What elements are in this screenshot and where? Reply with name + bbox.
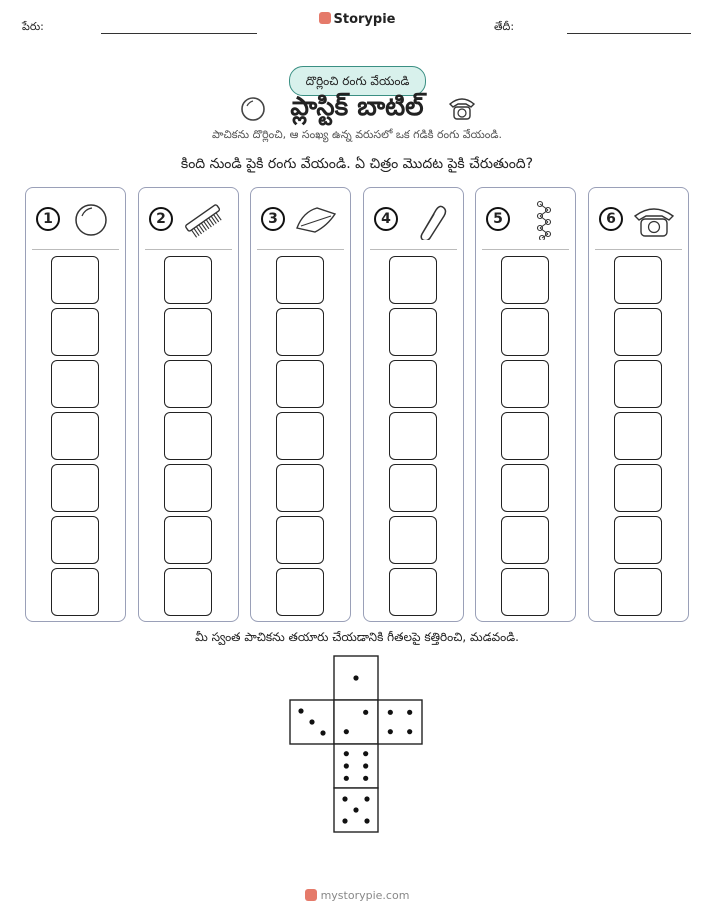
color-box[interactable] — [164, 308, 212, 356]
dice-pip — [363, 751, 368, 756]
activity-badge: దొర్లించి రంగు వేయండి — [289, 66, 426, 96]
color-box[interactable] — [51, 256, 99, 304]
dice-face-4 — [378, 700, 422, 744]
dice-pip — [342, 818, 347, 823]
color-box[interactable] — [389, 464, 437, 512]
color-box[interactable] — [389, 568, 437, 616]
dice-pip — [363, 776, 368, 781]
column-separator — [32, 249, 119, 250]
color-box[interactable] — [389, 412, 437, 460]
color-box[interactable] — [389, 256, 437, 304]
color-box[interactable] — [51, 464, 99, 512]
color-box[interactable] — [276, 568, 324, 616]
color-box[interactable] — [51, 308, 99, 356]
brand-name: Storypie — [333, 12, 396, 27]
bubble-icon — [68, 200, 114, 240]
dice-pip — [344, 729, 349, 734]
color-box[interactable] — [614, 308, 662, 356]
column-number: 1 — [36, 207, 60, 231]
dice-pip — [364, 818, 369, 823]
color-box[interactable] — [614, 568, 662, 616]
dice-pip — [309, 719, 314, 724]
napkin-icon — [293, 200, 339, 240]
column-number: 4 — [374, 207, 398, 231]
color-box[interactable] — [389, 308, 437, 356]
color-box[interactable] — [614, 516, 662, 564]
date-line — [567, 33, 691, 34]
column-separator — [145, 249, 232, 250]
color-box[interactable] — [614, 412, 662, 460]
color-box[interactable] — [164, 568, 212, 616]
column-number: 6 — [599, 207, 623, 231]
dice-pip — [407, 710, 412, 715]
color-box[interactable] — [389, 360, 437, 408]
dice-pip — [344, 776, 349, 781]
column-number: 2 — [149, 207, 173, 231]
brand-logo — [0, 12, 714, 27]
dice-pip — [353, 675, 358, 680]
column-5 — [475, 187, 576, 622]
color-box[interactable] — [501, 360, 549, 408]
color-box[interactable] — [501, 464, 549, 512]
telephone-icon — [446, 92, 478, 124]
color-box[interactable] — [501, 412, 549, 460]
column-separator — [482, 249, 569, 250]
footer — [0, 889, 714, 902]
dice-net — [289, 655, 425, 837]
column-separator — [370, 249, 457, 250]
name-label: పేరు: — [22, 20, 44, 33]
column-separator — [595, 249, 682, 250]
paperclip-icon — [406, 200, 452, 240]
dice-pip — [388, 710, 393, 715]
telephone-icon — [631, 200, 677, 240]
column-number: 3 — [261, 207, 285, 231]
molecule-icon — [518, 200, 564, 240]
color-box[interactable] — [501, 568, 549, 616]
color-box[interactable] — [51, 360, 99, 408]
dice-pip — [353, 807, 358, 812]
dice-pip — [344, 751, 349, 756]
color-box[interactable] — [164, 464, 212, 512]
dice-pip — [407, 729, 412, 734]
dice-face-2 — [334, 700, 378, 744]
dice-face-6 — [334, 744, 378, 788]
color-box[interactable] — [389, 516, 437, 564]
name-line — [101, 33, 257, 34]
color-box[interactable] — [164, 516, 212, 564]
column-3 — [250, 187, 351, 622]
color-box[interactable] — [614, 360, 662, 408]
color-box[interactable] — [51, 412, 99, 460]
dice-pip — [298, 708, 303, 713]
dice-pip — [342, 796, 347, 801]
color-box[interactable] — [276, 464, 324, 512]
color-box[interactable] — [164, 256, 212, 304]
dice-pip — [320, 730, 325, 735]
dice-pip — [363, 763, 368, 768]
color-box[interactable] — [614, 256, 662, 304]
color-box[interactable] — [164, 360, 212, 408]
color-box[interactable] — [501, 308, 549, 356]
page-title: ప్లాస్టిక్ బాటిల్ — [290, 92, 424, 122]
color-box[interactable] — [501, 516, 549, 564]
column-separator — [257, 249, 344, 250]
column-4 — [363, 187, 464, 622]
color-box[interactable] — [51, 516, 99, 564]
color-box[interactable] — [164, 412, 212, 460]
color-box[interactable] — [276, 516, 324, 564]
color-box[interactable] — [276, 412, 324, 460]
color-box[interactable] — [614, 464, 662, 512]
color-box[interactable] — [276, 308, 324, 356]
cut-instruction: మీ స్వంత పాచికను తయారు చేయడానికి గీతలపై కత్తిరించి, మడవండి. — [195, 630, 519, 644]
footer-url: mystorypie.com — [320, 889, 410, 902]
column-number: 5 — [486, 207, 510, 231]
instruction: కింది నుండి పైకి రంగు వేయండి. ఏ చిత్రం మొదట పైకి చేరుతుంది? — [180, 156, 534, 172]
subtitle: పాచికను దొర్లించి, ఆ సంఖ్య ఉన్న వరుసలో ఒక గడికి రంగు వేయండి. — [212, 128, 502, 141]
column-2 — [138, 187, 239, 622]
column-6 — [588, 187, 689, 622]
color-box[interactable] — [51, 568, 99, 616]
column-1 — [25, 187, 126, 622]
color-box[interactable] — [501, 256, 549, 304]
color-box[interactable] — [276, 360, 324, 408]
storypie-icon — [305, 889, 317, 901]
dice-pip — [363, 710, 368, 715]
dice-pip — [344, 763, 349, 768]
comb-icon — [181, 200, 227, 240]
dice-pip — [364, 796, 369, 801]
dice-pip — [388, 729, 393, 734]
date-label: తేదీ: — [494, 20, 515, 33]
color-box[interactable] — [276, 256, 324, 304]
storypie-icon — [319, 12, 331, 24]
